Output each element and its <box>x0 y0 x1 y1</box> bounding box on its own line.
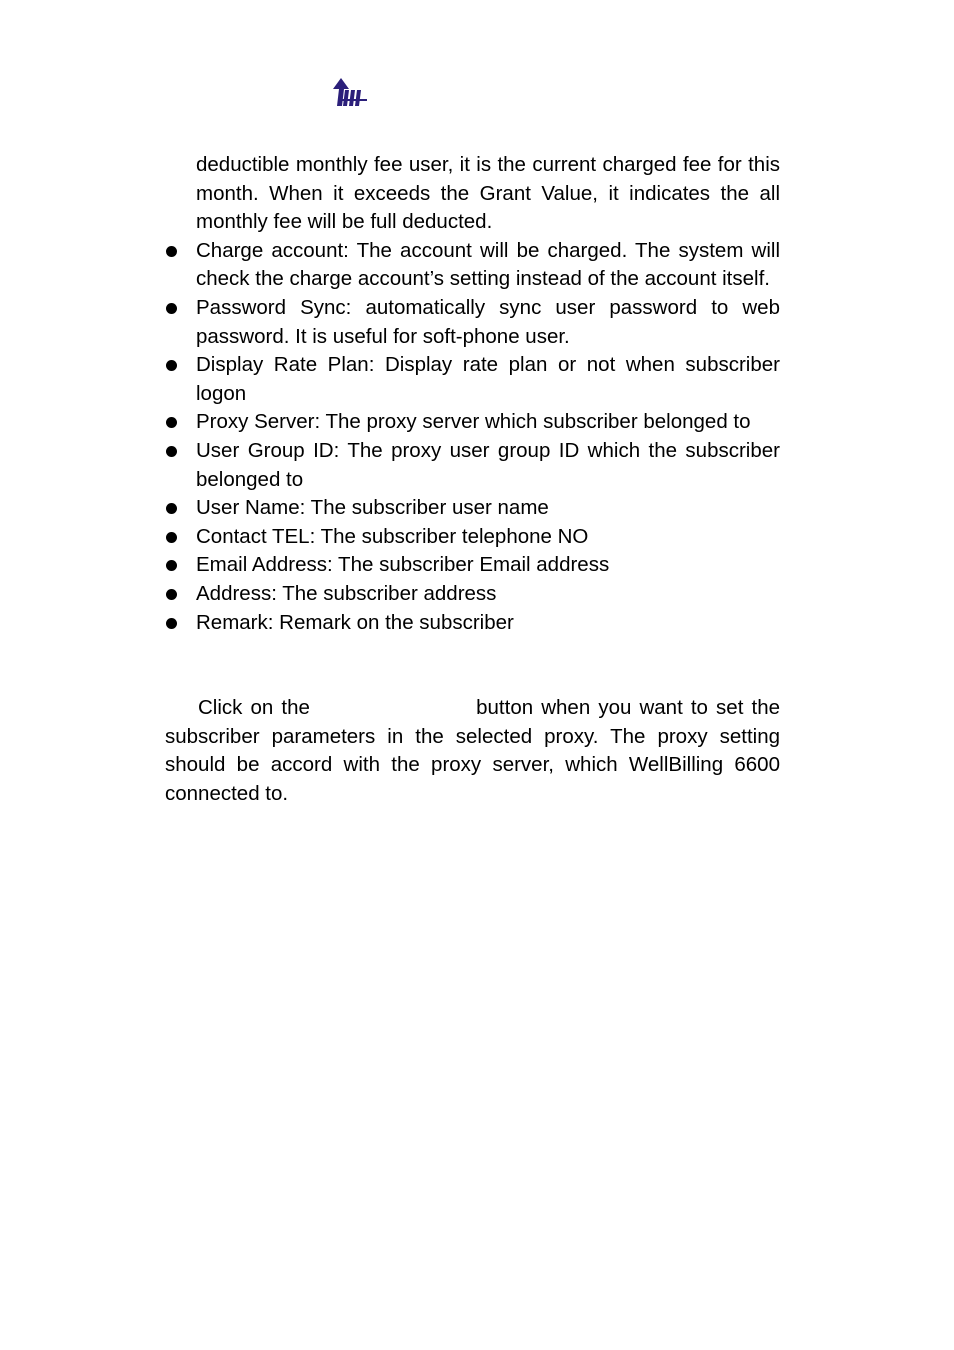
field-description-list <box>165 237 780 637</box>
list-item-text: Display Rate Plan: Display rate plan or not when subscriber logon <box>196 353 780 405</box>
list-item <box>165 351 780 408</box>
list-item-text: Email Address: The subscriber Email address <box>196 553 610 577</box>
bullet-icon <box>166 246 177 257</box>
list-item-text: Address: The subscriber address <box>196 581 497 605</box>
list-item <box>165 408 780 437</box>
bullet-icon <box>166 417 177 428</box>
list-item <box>165 294 780 351</box>
bullet-icon <box>166 560 177 571</box>
list-item-text: Contact TEL: The subscriber telephone NO <box>196 524 589 548</box>
bullet-icon <box>166 360 177 371</box>
company-logo-icon <box>331 77 367 107</box>
list-item <box>165 551 780 580</box>
bullet-icon <box>166 532 177 543</box>
bullet-icon <box>166 589 177 600</box>
list-item <box>165 437 780 494</box>
list-item <box>165 237 780 294</box>
list-item <box>165 609 780 638</box>
list-item-text: Password Sync: automatically sync user password to web password. It is useful for soft-phone user. <box>196 295 780 348</box>
list-item-text: Proxy Server: The proxy server which subscriber belonged to <box>196 410 751 434</box>
button-image-placeholder <box>318 699 468 719</box>
document-body <box>165 151 780 808</box>
list-item-text: User Group ID: The proxy user group ID which the subscriber belonged to <box>196 438 780 491</box>
list-item-text: User Name: The subscriber user name <box>196 496 549 520</box>
list-item-text: Charge account: The account will be charged. The system will check the charge account’s setting instead of the account itself. <box>196 238 780 291</box>
proxy-setting-paragraph <box>165 694 780 808</box>
bullet-icon <box>166 618 177 629</box>
paragraph-text-after: button when you want to set the subscriber parameters in the selected proxy. The proxy setting should be accord with the proxy server, which WellBilling 6600 connected to. <box>165 696 780 805</box>
bullet-icon <box>166 303 177 314</box>
paragraph-text-before: Click on the <box>198 696 310 720</box>
bullet-icon <box>166 446 177 457</box>
list-item <box>165 523 780 552</box>
list-item <box>165 580 780 609</box>
continuation-paragraph: deductible monthly fee user, it is the current charged fee for this month. When it exceeds the Grant Value, it indicates the all monthly fee will be full deducted. <box>196 153 780 234</box>
section-gap <box>165 637 780 694</box>
list-item-text: Remark: Remark on the subscriber <box>196 610 514 634</box>
list-item <box>165 494 780 523</box>
bullet-icon <box>166 503 177 514</box>
